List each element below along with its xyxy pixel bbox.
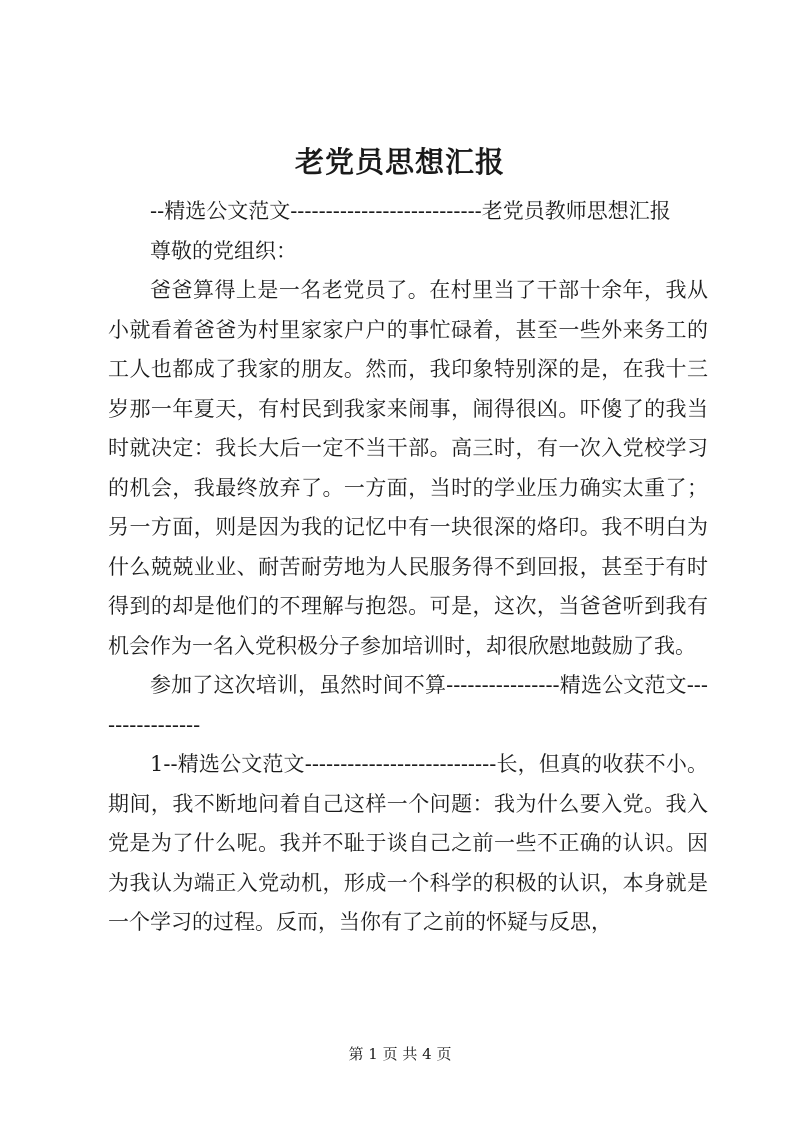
paragraph-main: 爸爸算得上是一名老党员了。在村里当了干部十余年，我从小就看着爸爸为村里家家户户的事忙碌着，甚至一些外来务工的工人也都成了我家的朋友。然而，我印象特别深的是，在我十三岁那一年夏天，有村民到我家来闹事，闹得很凶。吓傻了的我当时就决定：我长大后一定不当干部。高三时，有一次入党校学习的机会，我最终放弃了。一方面，当时的学业压力确实太重了；另一方面，则是因为我的记忆中有一块很深的烙印。我不明白为什么兢兢业业、耐苦耐劳地为人民服务得不到回报，甚至于有时得到的却是他们的不理解与抱怨。可是，这次，当爸爸听到我有机会作为一名入党积极分子参加培训时，却很欣慰地鼓励了我。 [108, 278, 708, 658]
paragraph-training: 参加了这次培训，虽然时间不算----------------精选公文范文---------------- [108, 673, 708, 737]
document-title: 老党员思想汇报 [294, 145, 505, 179]
paragraph-salutation: 尊敬的党组织： [150, 238, 297, 263]
document-body [108, 192, 708, 943]
paragraph-header-line: --精选公文范文---------------------------老党员教师思想汇报 [150, 199, 671, 223]
page-number-footer: 第 1 页 共 4 页 [348, 1045, 452, 1063]
paragraph-continued: 1--精选公文范文---------------------------长，但真的收获不小。期间，我不断地问着自己这样一个问题：我为什么要入党。我入党是为了什么呢。我并不耻于谈自己之前一些不正确的认识。因为我认为端正入党动机，形成一个科学的积极的认识，本身就是一个学习的过程。反而，当你有了之前的怀疑与反思， [108, 752, 708, 934]
